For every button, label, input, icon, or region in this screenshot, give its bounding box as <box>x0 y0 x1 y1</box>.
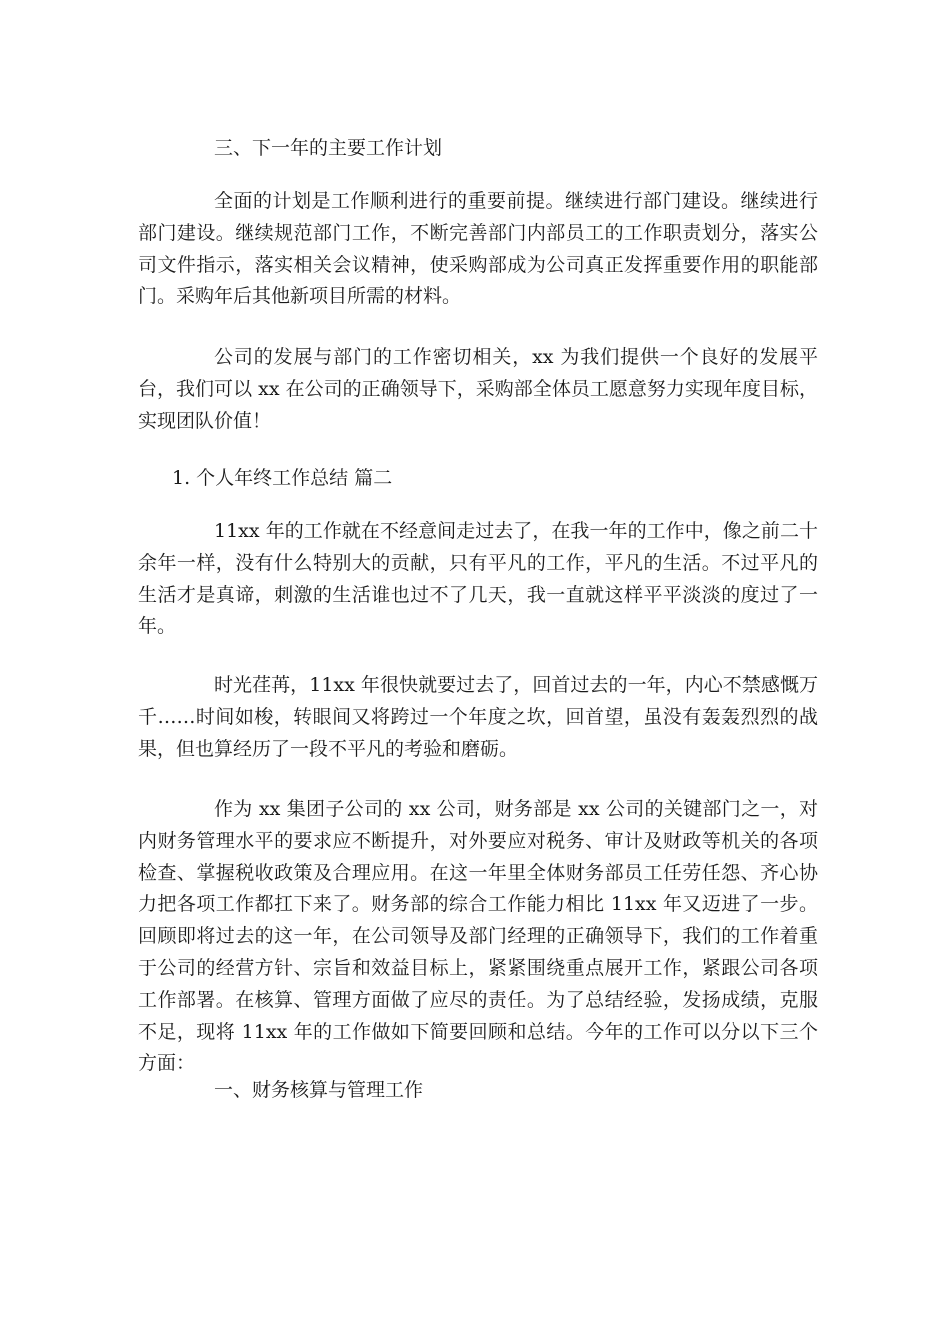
paragraph-development: 公司的发展与部门的工作密切相关，xx 为我们提供一个良好的发展平台，我们可以 xx 在公司的正确领导下，采购部全体员工愿意努力实现年度目标，实现团队价值！ <box>138 346 818 432</box>
paragraph-time-passes: 时光荏苒，11xx 年很快就要过去了，回首过去的一年，内心不禁感慨万千……时间如梭，转眼间又将跨过一个年度之坎，回首望，虽没有轰轰烈烈的战果，但也算经历了一段不平凡的考验和磨砺。 <box>138 674 818 760</box>
paragraph-plan: 全面的计划是工作顺利进行的重要前提。继续进行部门建设。继续进行部门建设。继续规范部门工作，不断完善部门内部员工的工作职责划分，落实公司文件指示，落实相关会议精神，使采购部成为公司真正发挥重要作用的职能部门。采购年后其他新项目所需的材料。 <box>138 190 818 308</box>
section-heading-personal-summary: 1. 个人年终工作总结 篇二 <box>172 467 393 489</box>
section-heading-work-plan: 三、下一年的主要工作计划 <box>214 137 443 159</box>
paragraph-year-review: 11xx 年的工作就在不经意间走过去了，在我一年的工作中，像之前二十余年一样，没有什么特别大的贡献，只有平凡的工作，平凡的生活。不过平凡的生活才是真谛，刺激的生活谁也过不了几天，我一直就这样平平淡淡的度过了一年。 <box>138 520 818 638</box>
section-heading-accounting: 一、财务核算与管理工作 <box>214 1079 424 1101</box>
paragraph-finance-department: 作为 xx 集团子公司的 xx 公司，财务部是 xx 公司的关键部门之一，对内财务管理水平的要求应不断提升，对外要应对税务、审计及财政等机关的各项检查、掌握税收政策及合理应用。在这一年里全体财务部员工任劳任怨、齐心协力把各项工作都扛下来了。财务部的综合工作能力相比 11xx 年又迈进了一步。回顾即将过去的这一年，在公司领导及部门经理的正确领导下，我们的工作着重于公司的经营方针、宗旨和效益目标上，紧紧围绕重点展开工作，紧跟公司各项工作部署。在核算、管理方面做了应尽的责任。为了总结经验，发扬成绩，克服不足，现将 11xx 年的工作做如下简要回顾和总结。今年的工作可以分以下三个方面： <box>138 798 818 1075</box>
